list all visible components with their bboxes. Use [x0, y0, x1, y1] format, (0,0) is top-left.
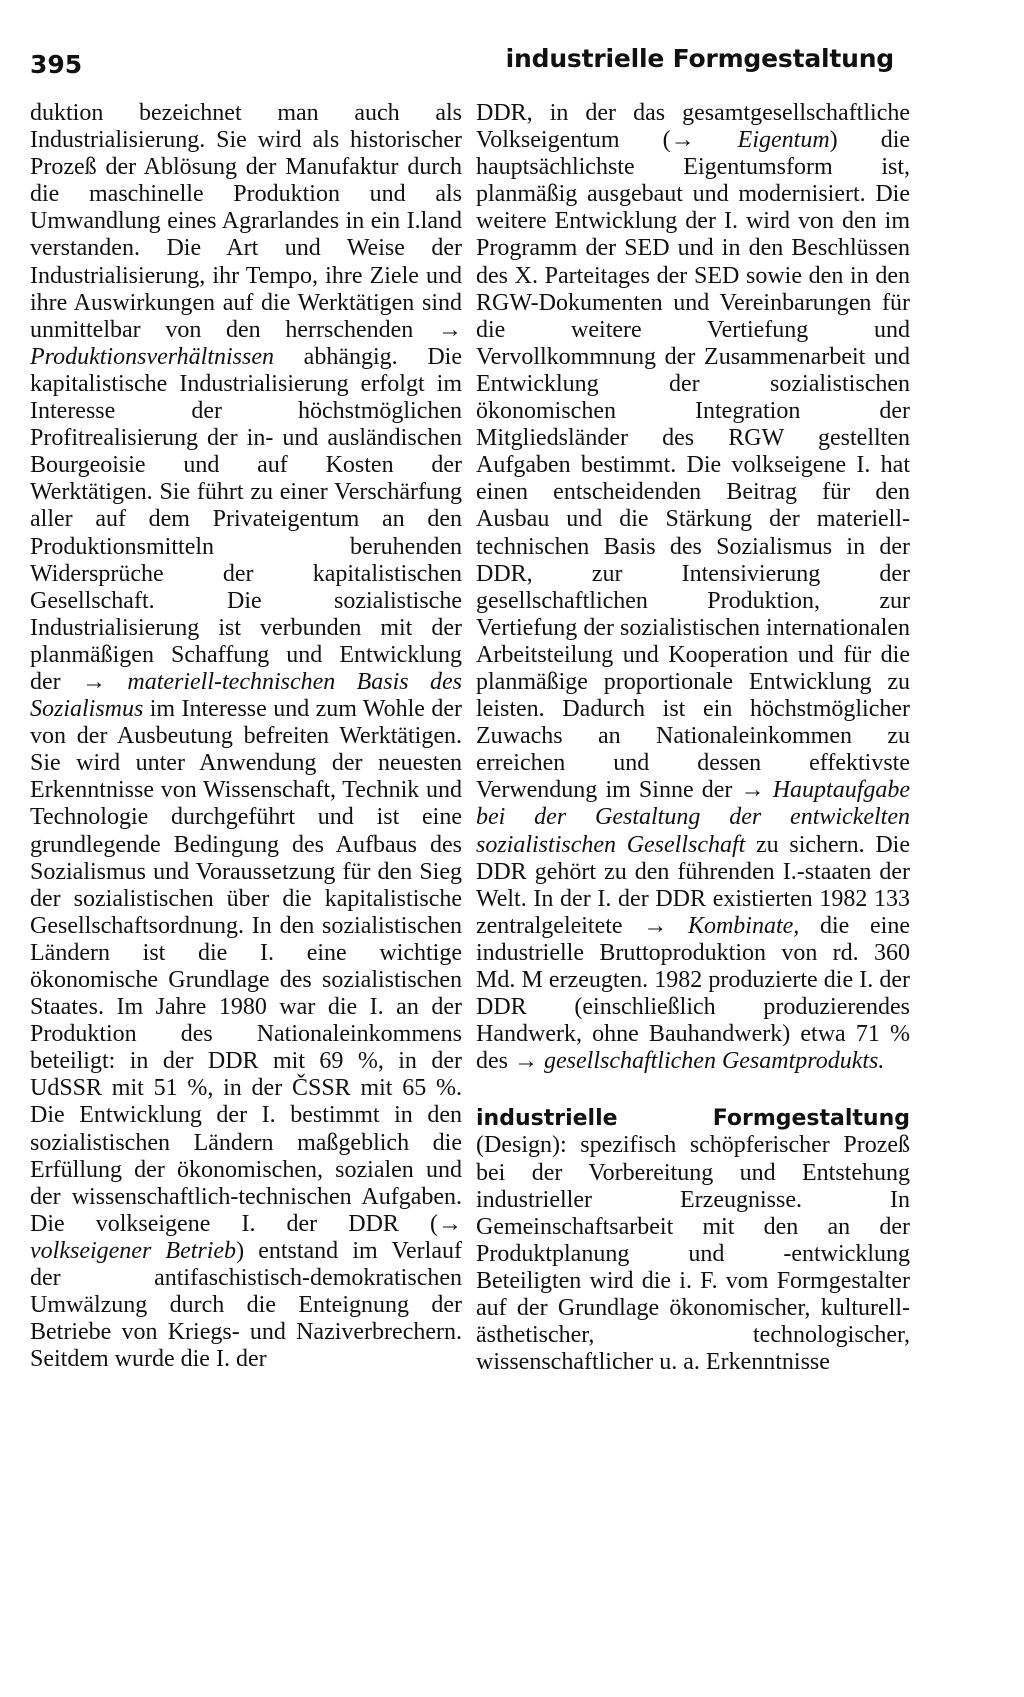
left-column	[30, 100, 462, 1373]
entry-definition: (Design): spezifisch schöpferischer Prozeß bei der Vorbereitung und Entstehung industrieller Erzeugnisse. In Gemeinschaftsarbeit mit den an der Produktplanung und -entwicklung Beteiligten wird die i. F. vom Formgestalter auf der Grundlage ökonomischer, kulturell-ästhetischer, technologischer, wissenschaftlicher u. a. Erkenntnisse	[476, 1132, 910, 1376]
arrow-icon: →	[82, 668, 106, 695]
text-segment: im Interesse und zum Wohle der von der Ausbeutung befreiten Werktätigen. Sie wird unter Anwendung der neuesten Erkenntnisse von Wissenschaft, Technik und Technologie durchgeführt und ist eine grundlegende Bedingung des Aufbaus des Sozialismus und Voraussetzung für den Sieg der sozialistischen über die kapitalistische Gesellschaftsordnung. In den sozialistischen Ländern ist die I. eine wichtige ökonomische Grundlage des sozialistischen Staates. Im Jahre 1980 war die I. an der Produktion des Nationaleinkommens beteiligt: in der DDR mit 69 %, in der UdSSR mit 51 %, in der ČSSR mit 65 %. Die Entwicklung der I. bestimmt in den sozialistischen Ländern maßgeblich die Erfüllung der ökonomischen, sozialen und der wissenschaftlich-technischen Aufgaben. Die volkseigene I. der DDR (	[30, 696, 462, 1237]
right-column	[476, 100, 910, 1376]
text-segment: zu sichern. Die DDR gehört zu den führenden I.-staaten der Welt. In der I. der DDR existierten 1982 133 zentralgeleitete	[476, 831, 910, 939]
entry-separator	[476, 1075, 910, 1105]
text-segment: abhängig. Die kapitalistische Industrialisierung erfolgt im Interesse der höchstmöglichen Profitrealisierung der in- und ausländischen Bourgeoisie und auf Kosten der Werktätigen. Sie führt zu einer Verschärfung aller auf dem Privateigentum an den Produktionsmitteln beruhenden Widersprüche der kapitalistischen Gesellschaft. Die sozialistische Industrialisierung ist verbunden mit der planmäßigen Schaffung und Entwicklung der	[30, 343, 462, 695]
page-number: 395	[30, 50, 83, 79]
text-segment: die eine industrielle Bruttoproduktion von rd. 360 Md. M erzeugten. 1982 produzierte die I. der DDR (einschließlich produzierendes Handwerk, ohne Bauhandwerk) etwa 71 % des	[476, 912, 910, 1075]
xref-label: materiell-technischen Basis des Sozialismus	[30, 668, 462, 723]
running-head: industrielle Formgestaltung	[505, 44, 894, 73]
xref-label: Kombinate,	[687, 912, 800, 939]
xref-label: Eigentum	[737, 127, 830, 154]
arrow-icon: →	[670, 127, 695, 154]
entry-headword: industrielle Formgestaltung	[476, 1106, 910, 1132]
cross-reference-gesamtprodukt	[514, 1048, 884, 1074]
arrow-icon: →	[438, 316, 462, 343]
xref-label: gesellschaftlichen Gesamtprodukts.	[544, 1048, 885, 1075]
entry-industrielle-formgestaltung	[476, 1105, 910, 1376]
cross-reference-kombinate	[643, 913, 799, 939]
xref-label: Hauptaufgabe bei der Gestaltung der entwickelten sozialistischen Gesellschaft	[476, 777, 911, 858]
entry-industrie-end	[476, 100, 910, 1075]
arrow-icon: →	[514, 1048, 538, 1075]
arrow-icon: →	[740, 777, 765, 804]
text-segment: duktion bezeichnet man auch als Industrialisierung. Sie wird als historischer Prozeß der Ablösung der Manufaktur durch die maschinelle Produktion und als Umwandlung eines Agrarlandes in ein I.land verstanden. Die Art und Weise der Industrialisierung, ihr Tempo, ihre Ziele und ihre Auswirkungen auf die Werktätigen sind unmittelbar von den herrschenden	[30, 100, 462, 343]
arrow-icon: →	[643, 912, 668, 939]
text-segment: ) entstand im Verlauf der antifaschistisch-demokratischen Umwälzung durch die Enteignung der Betriebe von Kriegs- und Naziverbrechern. Seitdem wurde die I. der	[30, 1237, 462, 1373]
cross-reference-eigentum	[671, 127, 830, 153]
entry-industrie-continued	[30, 100, 462, 1373]
xref-label: volkseigener Betrieb	[30, 1237, 237, 1264]
text-segment: ) die hauptsächlichste Eigentumsform ist, planmäßig ausgebaut und modernisiert. Die weitere Entwicklung der I. wird von den im Programm der SED und in den Beschlüssen des X. Parteitages der SED sowie den in den RGW-Dokumenten und Vereinbarungen für die weitere Vertiefung und Vervollkommnung der Zusammenarbeit und Entwicklung der sozialistischen ökonomischen Integration der Mitgliedsländer des RGW gestellten Aufgaben bestimmt. Die volkseigene I. hat einen entscheidenden Beitrag für den Ausbau und die Stärkung der materiell-technischen Basis des Sozialismus in der DDR, zur Intensivierung der gesellschaftlichen Produktion, zur Vertiefung der sozialistischen internationalen Arbeitsteilung und Kooperation und für die planmäßige proportionale Entwicklung zu leisten. Dadurch ist ein höchstmöglicher Zuwachs an Nationaleinkommen zu erreichen und dessen effektivste Verwendung im Sinne der	[476, 127, 911, 804]
xref-label: Produktionsverhältnissen	[30, 343, 274, 370]
text-segment: DDR, in der das gesamtgesellschaftliche Volkseigentum (	[476, 100, 910, 154]
page-header	[0, 0, 1024, 90]
arrow-icon: →	[438, 1210, 462, 1237]
